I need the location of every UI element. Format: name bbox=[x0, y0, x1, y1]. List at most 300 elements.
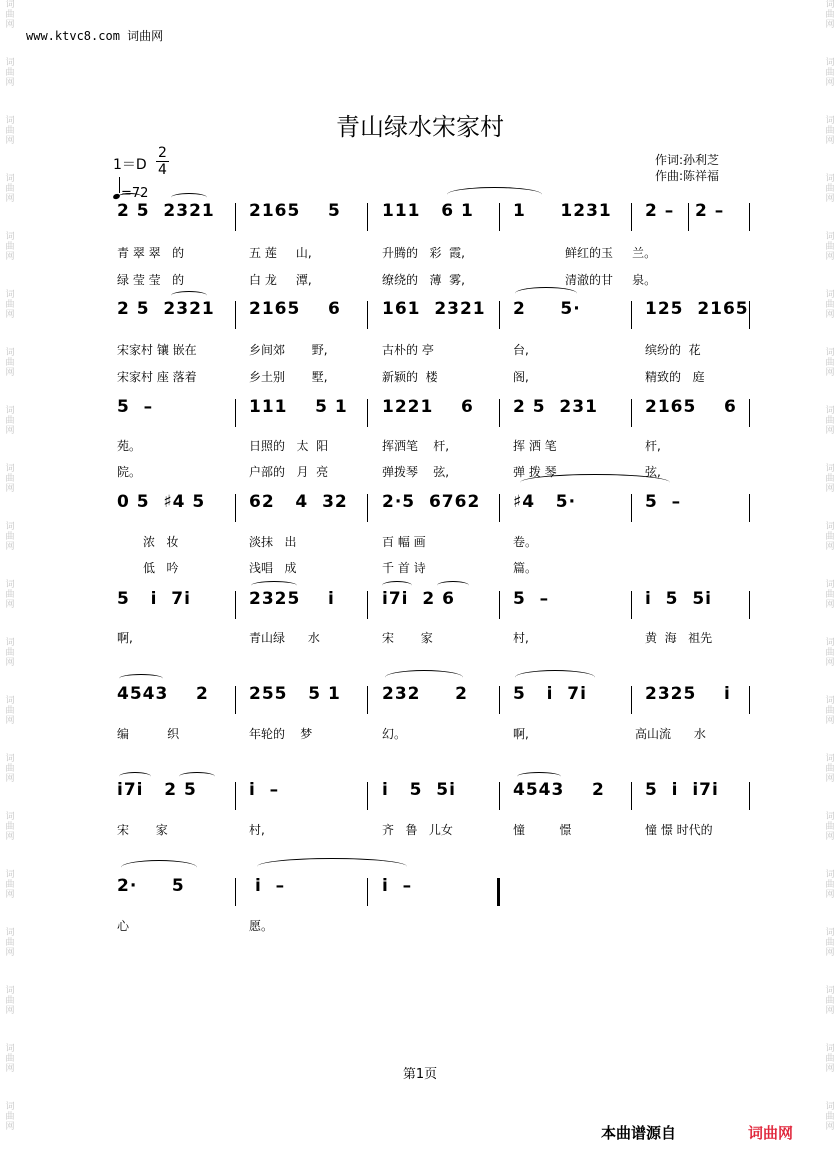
bar-line bbox=[631, 399, 632, 427]
measure-notes: 2 – bbox=[645, 201, 675, 221]
lyric-text: 编 织 bbox=[117, 727, 180, 741]
score-row bbox=[117, 492, 757, 528]
measure-notes: i – bbox=[382, 876, 413, 896]
watermark-char: 词 bbox=[825, 638, 835, 648]
watermark-char: 网 bbox=[5, 136, 15, 146]
lyric-text: 乡土别 墅, bbox=[249, 370, 328, 384]
lyric-text: 幻。 bbox=[382, 727, 407, 741]
watermark-char: 词 bbox=[825, 0, 835, 10]
bar-line bbox=[749, 782, 750, 810]
watermark-char: 词 bbox=[5, 1102, 15, 1112]
slur bbox=[517, 772, 561, 781]
slur bbox=[520, 474, 670, 491]
bar-line bbox=[631, 686, 632, 714]
bar-line bbox=[749, 399, 750, 427]
lyric-text: 缤纷的 花 bbox=[645, 343, 701, 357]
bar-line bbox=[499, 591, 500, 619]
watermark-char: 词 bbox=[825, 754, 835, 764]
watermark-char: 词 bbox=[5, 0, 15, 10]
watermark-char: 网 bbox=[5, 832, 15, 842]
measure-notes: 5 – bbox=[117, 397, 154, 417]
watermark-unit bbox=[825, 870, 834, 900]
slur bbox=[515, 670, 595, 685]
bar-line bbox=[499, 494, 500, 522]
measure-notes: 161 2321 bbox=[382, 299, 486, 319]
lyric-text: 村, bbox=[249, 823, 265, 837]
watermark-char: 词 bbox=[825, 928, 835, 938]
watermark-char: 曲 bbox=[825, 648, 835, 658]
lyric-text: 淡抹 出 bbox=[249, 535, 297, 549]
watermark-char: 网 bbox=[5, 368, 15, 378]
watermark-char: 词 bbox=[5, 116, 15, 126]
lyric-text: 宋家村 镶 嵌在 bbox=[117, 343, 197, 357]
lyric-text: 杆, bbox=[645, 439, 661, 453]
watermark-char: 曲 bbox=[825, 126, 835, 136]
measure-notes: 2165 6 bbox=[249, 299, 341, 319]
watermark-char: 网 bbox=[825, 368, 835, 378]
lyric-text: 苑。 bbox=[117, 439, 142, 453]
watermark-char: 曲 bbox=[5, 1112, 15, 1122]
bar-line bbox=[688, 203, 689, 231]
slur bbox=[171, 193, 207, 202]
bar-line bbox=[367, 878, 368, 906]
lyric-text: 清澈的甘 泉。 bbox=[565, 273, 657, 287]
watermark-unit bbox=[825, 58, 834, 88]
watermark-char: 词 bbox=[825, 232, 835, 242]
bar-line bbox=[631, 494, 632, 522]
watermark-char: 网 bbox=[825, 1006, 835, 1016]
watermark-unit bbox=[5, 928, 14, 958]
lyric-text: 阁, bbox=[513, 370, 529, 384]
meter-bottom: 4 bbox=[158, 162, 167, 178]
lyric-text: 台, bbox=[513, 343, 529, 357]
lyric-text: 憧 憬 bbox=[513, 823, 572, 837]
slur bbox=[447, 187, 542, 202]
watermark-unit bbox=[5, 58, 14, 88]
watermark-unit bbox=[825, 986, 834, 1016]
watermark-char: 网 bbox=[5, 1122, 15, 1132]
score-row bbox=[117, 201, 757, 237]
watermark-char: 词 bbox=[825, 522, 835, 532]
bar-line bbox=[631, 591, 632, 619]
watermark-unit bbox=[825, 522, 834, 552]
lyric-text: 村, bbox=[513, 631, 529, 645]
watermark-char: 曲 bbox=[5, 68, 15, 78]
watermark-char: 词 bbox=[825, 812, 835, 822]
measure-notes: 5 i 7i bbox=[513, 684, 587, 704]
watermark-char: 曲 bbox=[5, 1054, 15, 1064]
lyric-text: 青 翠 翠 的 bbox=[117, 246, 185, 260]
watermark-char: 曲 bbox=[5, 10, 15, 20]
bar-line bbox=[235, 591, 236, 619]
watermark-char: 曲 bbox=[825, 68, 835, 78]
watermark-char: 曲 bbox=[825, 184, 835, 194]
slur bbox=[385, 670, 463, 685]
measure-notes: 1221 6 bbox=[382, 397, 474, 417]
bar-line bbox=[499, 399, 500, 427]
watermark-char: 网 bbox=[825, 542, 835, 552]
bar-line bbox=[367, 399, 368, 427]
watermark-char: 网 bbox=[5, 890, 15, 900]
lyric-text: 鲜红的玉 兰。 bbox=[565, 246, 657, 260]
watermark-unit bbox=[5, 754, 14, 784]
watermark-char: 曲 bbox=[5, 474, 15, 484]
site-url[interactable]: www.ktvc8.com 词曲网 bbox=[26, 29, 164, 43]
bar-line bbox=[749, 591, 750, 619]
watermark-char: 网 bbox=[5, 194, 15, 204]
slur bbox=[437, 581, 469, 590]
watermark-char: 曲 bbox=[825, 880, 835, 890]
watermark-char: 词 bbox=[825, 1044, 835, 1054]
watermark-char: 网 bbox=[5, 484, 15, 494]
watermark-char: 曲 bbox=[5, 358, 15, 368]
bar-line bbox=[235, 494, 236, 522]
measure-notes: 4543 2 bbox=[117, 684, 209, 704]
watermark-char: 网 bbox=[825, 484, 835, 494]
watermark-char: 网 bbox=[5, 252, 15, 262]
watermark-char: 曲 bbox=[825, 358, 835, 368]
slur bbox=[121, 860, 197, 875]
watermark-char: 网 bbox=[825, 600, 835, 610]
watermark-char: 曲 bbox=[5, 242, 15, 252]
lyric-text: 憧 憬 时代的 bbox=[645, 823, 713, 837]
bar-line bbox=[367, 203, 368, 231]
watermark-char: 曲 bbox=[5, 938, 15, 948]
lyric-text: 青山绿 水 bbox=[249, 631, 320, 645]
watermark-char: 词 bbox=[5, 870, 15, 880]
measure-notes: 5 i i7i bbox=[645, 780, 719, 800]
lyric-text: 弹拨琴 弦, bbox=[382, 465, 450, 479]
measure-notes: 5 i 7i bbox=[117, 589, 191, 609]
watermark-char: 曲 bbox=[825, 1112, 835, 1122]
lyric-text: 户部的 月 亮 bbox=[249, 465, 329, 479]
watermark-unit bbox=[5, 290, 14, 320]
watermark-unit bbox=[5, 348, 14, 378]
bar-line bbox=[235, 782, 236, 810]
watermark-unit bbox=[5, 406, 14, 436]
page-number: 第1页 bbox=[402, 1067, 438, 1082]
song-title: 青山绿水宋家村 bbox=[336, 113, 504, 141]
bar-line bbox=[749, 686, 750, 714]
lyric-text: 啊, bbox=[513, 727, 529, 741]
measure-notes: 5 – bbox=[513, 589, 550, 609]
watermark-char: 曲 bbox=[825, 706, 835, 716]
watermark-char: 曲 bbox=[825, 416, 835, 426]
slur bbox=[382, 581, 412, 590]
lyric-text: 宋 家 bbox=[382, 631, 433, 645]
measure-notes: i7i 2 5 bbox=[117, 780, 197, 800]
lyric-text: 院。 bbox=[117, 465, 142, 479]
lyric-text: 百 幅 画 bbox=[382, 535, 426, 549]
source-label: 本曲谱源自 bbox=[601, 1124, 677, 1142]
slur bbox=[257, 858, 407, 875]
lyric-text: 愿。 bbox=[249, 919, 274, 933]
measure-notes: 1 1231 bbox=[513, 201, 612, 221]
measure-notes: 2· 5 bbox=[117, 876, 185, 896]
bar-line bbox=[499, 686, 500, 714]
watermark-char: 曲 bbox=[5, 590, 15, 600]
lyric-text: 绿 莹 莹 的 bbox=[117, 273, 185, 287]
side-watermark-left bbox=[3, 0, 17, 1169]
watermark-char: 曲 bbox=[5, 880, 15, 890]
watermark-char: 词 bbox=[5, 696, 15, 706]
measure-notes: i 5 5i bbox=[382, 780, 456, 800]
watermark-char: 词 bbox=[5, 1044, 15, 1054]
watermark-unit bbox=[5, 580, 14, 610]
lyric-text: 浓 妆 bbox=[143, 535, 179, 549]
watermark-char: 曲 bbox=[5, 764, 15, 774]
watermark-char: 词 bbox=[825, 116, 835, 126]
composer: 作曲:陈祥福 bbox=[655, 169, 720, 183]
lyric-text: 宋 家 bbox=[117, 823, 168, 837]
watermark-unit bbox=[825, 174, 834, 204]
watermark-char: 词 bbox=[5, 638, 15, 648]
watermark-unit bbox=[5, 696, 14, 726]
lyric-text: 精致的 庭 bbox=[645, 370, 705, 384]
watermark-char: 网 bbox=[5, 542, 15, 552]
slur bbox=[515, 287, 577, 300]
watermark-char: 曲 bbox=[5, 996, 15, 1006]
watermark-char: 词 bbox=[825, 58, 835, 68]
watermark-char: 词 bbox=[825, 464, 835, 474]
watermark-unit bbox=[5, 522, 14, 552]
watermark-char: 网 bbox=[5, 20, 15, 30]
watermark-char: 词 bbox=[5, 58, 15, 68]
watermark-char: 曲 bbox=[825, 532, 835, 542]
watermark-char: 网 bbox=[5, 948, 15, 958]
score-row bbox=[117, 876, 757, 912]
measure-notes: 2 5 231 bbox=[513, 397, 598, 417]
watermark-char: 曲 bbox=[825, 1054, 835, 1064]
measure-notes: 232 2 bbox=[382, 684, 468, 704]
measure-notes: 2·5 6762 bbox=[382, 492, 481, 512]
watermark-char: 网 bbox=[5, 716, 15, 726]
repeat-end-barline bbox=[497, 878, 500, 906]
watermark-unit bbox=[5, 986, 14, 1016]
bar-line bbox=[499, 301, 500, 329]
bar-line bbox=[235, 301, 236, 329]
watermark-unit bbox=[825, 754, 834, 784]
measure-notes: 0 5 ♯4 5 bbox=[117, 492, 206, 512]
lyric-text: 挥 洒 笔 bbox=[513, 439, 557, 453]
lyric-text: 卷。 bbox=[513, 535, 538, 549]
lyric-text: 日照的 太 阳 bbox=[249, 439, 329, 453]
watermark-char: 词 bbox=[5, 580, 15, 590]
bar-line bbox=[631, 301, 632, 329]
lyric-text: 高山流 水 bbox=[635, 727, 706, 741]
bar-line bbox=[631, 203, 632, 231]
watermark-unit bbox=[5, 464, 14, 494]
bar-line bbox=[749, 203, 750, 231]
watermark-unit bbox=[825, 696, 834, 726]
slur bbox=[117, 193, 143, 202]
slur bbox=[251, 581, 297, 590]
measure-notes: 2 – bbox=[695, 201, 725, 221]
watermark-char: 词 bbox=[5, 754, 15, 764]
watermark-char: 网 bbox=[825, 136, 835, 146]
measure-notes: 255 5 1 bbox=[249, 684, 341, 704]
watermark-char: 词 bbox=[5, 348, 15, 358]
watermark-unit bbox=[825, 232, 834, 262]
watermark-char: 曲 bbox=[5, 822, 15, 832]
watermark-char: 网 bbox=[825, 426, 835, 436]
watermark-char: 网 bbox=[825, 310, 835, 320]
watermark-unit bbox=[5, 870, 14, 900]
watermark-char: 词 bbox=[825, 870, 835, 880]
bar-line bbox=[749, 301, 750, 329]
score-row bbox=[117, 684, 757, 720]
watermark-char: 词 bbox=[5, 232, 15, 242]
lyric-text: 白 龙 潭, bbox=[249, 273, 312, 287]
watermark-char: 词 bbox=[5, 812, 15, 822]
score-row bbox=[117, 299, 757, 335]
watermark-char: 词 bbox=[825, 406, 835, 416]
key-signature: 1＝D bbox=[113, 157, 147, 173]
watermark-char: 曲 bbox=[5, 706, 15, 716]
lyricist: 作词:孙利芝 bbox=[655, 153, 720, 167]
watermark-unit bbox=[825, 812, 834, 842]
measure-notes: 5 – bbox=[645, 492, 682, 512]
watermark-char: 词 bbox=[825, 986, 835, 996]
watermark-char: 曲 bbox=[5, 126, 15, 136]
watermark-char: 网 bbox=[5, 310, 15, 320]
watermark-unit bbox=[5, 812, 14, 842]
watermark-char: 曲 bbox=[5, 300, 15, 310]
score-row bbox=[117, 397, 757, 433]
tempo-value: =72 bbox=[121, 186, 149, 201]
measure-notes: 2 5 2321 bbox=[117, 299, 215, 319]
watermark-char: 网 bbox=[825, 1122, 835, 1132]
watermark-char: 网 bbox=[5, 658, 15, 668]
time-signature bbox=[156, 145, 169, 178]
watermark-char: 词 bbox=[5, 986, 15, 996]
watermark-char: 网 bbox=[825, 832, 835, 842]
watermark-char: 词 bbox=[825, 1102, 835, 1112]
brand-logo[interactable]: 词曲网 bbox=[748, 1124, 794, 1142]
lyrics-line bbox=[117, 917, 757, 959]
watermark-char: 词 bbox=[825, 174, 835, 184]
measure-notes: i – bbox=[249, 780, 280, 800]
bar-line bbox=[235, 878, 236, 906]
watermark-char: 网 bbox=[825, 774, 835, 784]
slur bbox=[119, 674, 163, 683]
lyric-text: 千 首 诗 bbox=[382, 561, 426, 575]
slur bbox=[171, 291, 207, 300]
measure-notes: 2325 i bbox=[645, 684, 731, 704]
bar-line bbox=[367, 301, 368, 329]
watermark-unit bbox=[5, 1102, 14, 1132]
measure-notes: i – bbox=[255, 876, 286, 896]
watermark-char: 曲 bbox=[5, 532, 15, 542]
lyric-text: 宋家村 座 落着 bbox=[117, 370, 197, 384]
watermark-char: 网 bbox=[825, 252, 835, 262]
bar-line bbox=[749, 494, 750, 522]
watermark-char: 曲 bbox=[825, 938, 835, 948]
watermark-char: 曲 bbox=[825, 590, 835, 600]
watermark-unit bbox=[825, 638, 834, 668]
watermark-char: 词 bbox=[825, 348, 835, 358]
watermark-char: 网 bbox=[825, 948, 835, 958]
bar-line bbox=[367, 494, 368, 522]
lyric-text: 心 bbox=[117, 919, 130, 933]
watermark-char: 词 bbox=[5, 928, 15, 938]
measure-notes: 4543 2 bbox=[513, 780, 605, 800]
watermark-char: 曲 bbox=[825, 764, 835, 774]
watermark-unit bbox=[5, 232, 14, 262]
lyric-text: 低 吟 bbox=[143, 561, 179, 575]
watermark-unit bbox=[5, 174, 14, 204]
watermark-char: 词 bbox=[5, 174, 15, 184]
lyric-text: 弹 拨 琴 bbox=[513, 465, 557, 479]
watermark-unit bbox=[825, 348, 834, 378]
watermark-unit bbox=[825, 928, 834, 958]
lyric-text: 乡间郊 野, bbox=[249, 343, 328, 357]
lyric-text: 啊, bbox=[117, 631, 133, 645]
watermark-char: 曲 bbox=[825, 822, 835, 832]
watermark-char: 词 bbox=[825, 696, 835, 706]
bar-line bbox=[367, 782, 368, 810]
watermark-char: 曲 bbox=[825, 10, 835, 20]
lyric-text: 浅唱 成 bbox=[249, 561, 297, 575]
measure-notes: 2 5· bbox=[513, 299, 581, 319]
score-row bbox=[117, 780, 757, 816]
watermark-char: 词 bbox=[5, 406, 15, 416]
watermark-char: 曲 bbox=[5, 416, 15, 426]
watermark-char: 词 bbox=[5, 522, 15, 532]
watermark-char: 曲 bbox=[5, 184, 15, 194]
lyric-text: 篇。 bbox=[513, 561, 538, 575]
watermark-unit bbox=[825, 0, 834, 30]
measure-notes: 2165 5 bbox=[249, 201, 341, 221]
watermark-char: 曲 bbox=[5, 648, 15, 658]
lyric-text: 五 莲 山, bbox=[249, 246, 312, 260]
lyric-text: 缭绕的 薄 雾, bbox=[382, 273, 465, 287]
watermark-char: 网 bbox=[825, 658, 835, 668]
watermark-char: 曲 bbox=[825, 996, 835, 1006]
watermark-char: 网 bbox=[5, 774, 15, 784]
watermark-char: 词 bbox=[825, 580, 835, 590]
lyric-text: 新颖的 楼 bbox=[382, 370, 438, 384]
watermark-char: 词 bbox=[825, 290, 835, 300]
watermark-unit bbox=[825, 406, 834, 436]
watermark-char: 网 bbox=[825, 716, 835, 726]
lyric-text: 齐 鲁 儿女 bbox=[382, 823, 453, 837]
note-stem bbox=[119, 177, 120, 193]
slur bbox=[119, 772, 151, 781]
watermark-char: 网 bbox=[5, 1006, 15, 1016]
measure-notes: i7i 2 6 bbox=[382, 589, 455, 609]
bar-line bbox=[235, 399, 236, 427]
score-row bbox=[117, 589, 757, 625]
watermark-unit bbox=[825, 1102, 834, 1132]
watermark-char: 词 bbox=[5, 290, 15, 300]
watermark-char: 网 bbox=[825, 1064, 835, 1074]
watermark-char: 网 bbox=[5, 600, 15, 610]
lyric-text: 年轮的 梦 bbox=[249, 727, 313, 741]
measure-notes: 125 2165 bbox=[645, 299, 749, 319]
watermark-char: 曲 bbox=[825, 300, 835, 310]
slur bbox=[179, 772, 215, 781]
bar-line bbox=[367, 686, 368, 714]
measure-notes: i 5 5i bbox=[645, 589, 712, 609]
bar-line bbox=[499, 782, 500, 810]
lyric-text: 挥洒笔 杆, bbox=[382, 439, 450, 453]
watermark-unit bbox=[825, 464, 834, 494]
watermark-char: 网 bbox=[825, 78, 835, 88]
measure-notes: 111 6 1 bbox=[382, 201, 474, 221]
watermark-char: 网 bbox=[825, 194, 835, 204]
watermark-char: 曲 bbox=[825, 474, 835, 484]
